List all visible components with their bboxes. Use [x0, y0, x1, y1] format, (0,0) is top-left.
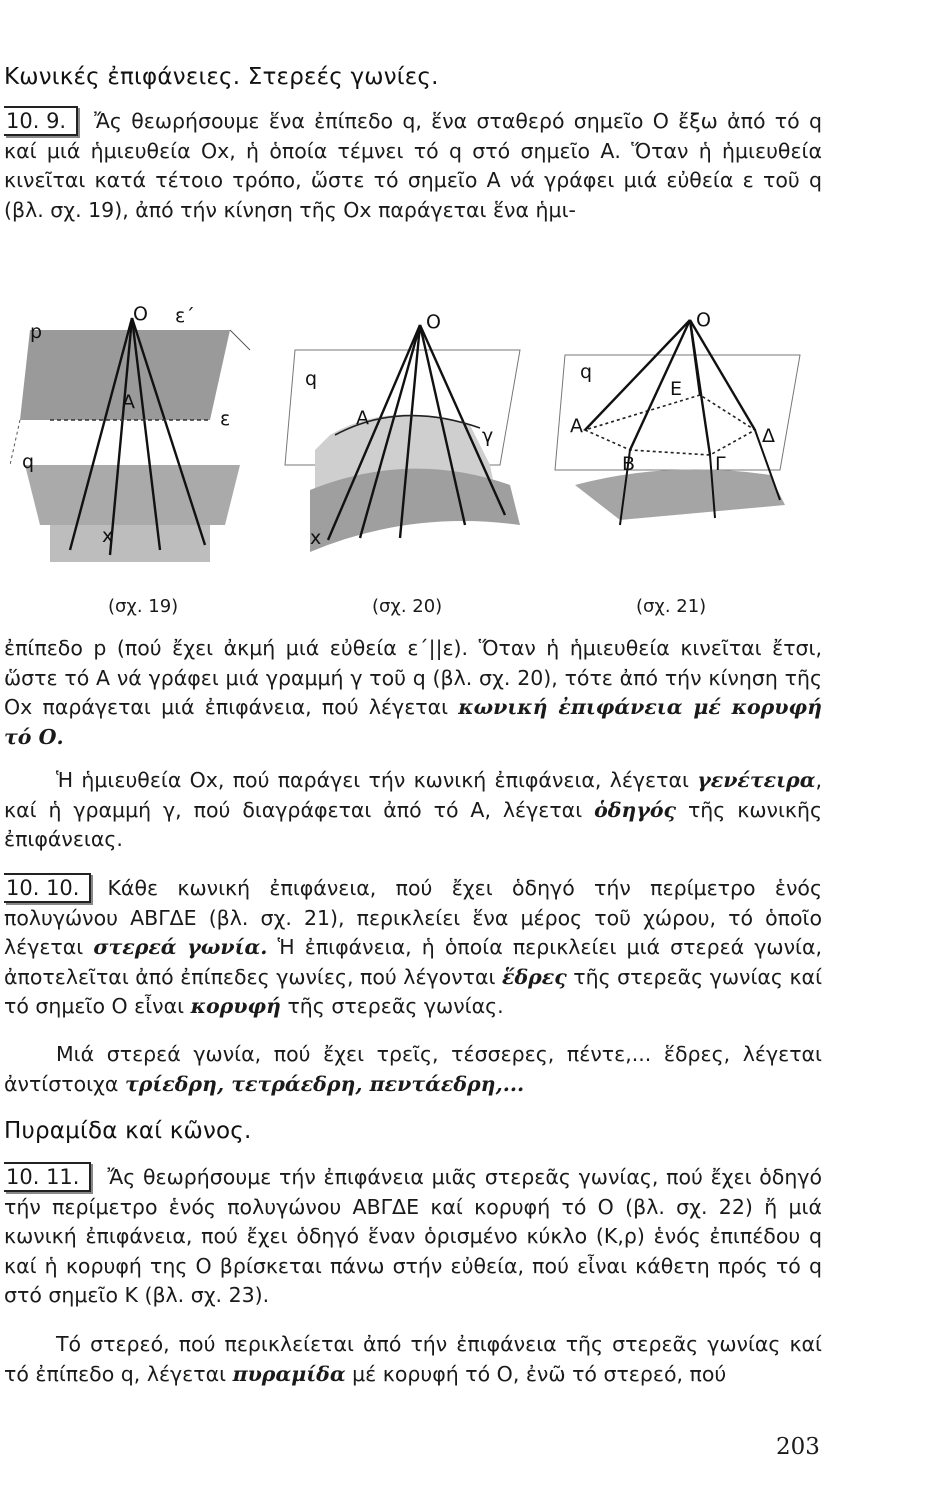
section-title-pyramid-cone: Πυραμίδα καί κῶνος. [4, 1118, 252, 1144]
paragraph-10-11-text: Ἄς θεωρήσουμε τήν ἐπιφάνεια μιᾶς στερεᾶς γωνίας, πού ἔχει ὁδηγό τήν περίμετρο ἑνός πολυγώνου ΑΒΓΔΕ καί κορυφή τό Ο (βλ. σχ. 22) ἤ μιά κωνική ἐπιφάνεια, πού ἔχει ὁδηγό ἕναν ὁρισμένο κύκλο (Κ,ρ) ἑνός ἐπιπέδου q καί ἡ κορυφή της Ο βρίσκεται πάνω στήν εὐθεία, πού εἶναι κάθετη πρός τό q στό σημεῖο Κ (βλ. σχ. 23). [4, 1165, 822, 1307]
continuation-text: ἐπίπεδο p (πού ἔχει ἀκμή μιά εὐθεία ε΄||ε). Ὅταν ἡ ἡμιευθεία κινεῖται ἔτσι, ὥστε τό Α νά γράφει μιά γραμμή γ τοῦ q (βλ. σχ. 20), τότε ἀπό τήν κίνηση τῆς Οx παράγεται μιά ἐπιφάνεια, πού λέγεται [4, 636, 822, 719]
fig21-label-A: Α [570, 415, 583, 437]
term-vertex: κορυφή [190, 994, 281, 1018]
fig21-label-G: Γ [715, 453, 726, 475]
section-number-10-11: 10. 11. [4, 1162, 91, 1192]
paragraph-10-11 [4, 1162, 822, 1311]
fig19-label-x: x [102, 525, 114, 547]
fig20-label-q: q [305, 368, 318, 390]
fig19-label-eprime: ε΄ [175, 305, 195, 327]
figures-19-20-21 [10, 300, 810, 600]
p4-text-1: Τό στερεό, πού περικλείεται ἀπό τήν ἐπιφάνεια τῆς στερεᾶς γωνίας καί τό ἐπίπεδο q, λέγεται [4, 1332, 822, 1386]
term-generatrix: γενέτειρα [697, 768, 816, 792]
fig19-label-A: Α [122, 391, 135, 413]
page-number: 203 [776, 1434, 820, 1460]
figure-19 [10, 303, 250, 562]
caption-fig-19: (σχ. 19) [108, 596, 179, 617]
s1010-text-4: τῆς στερεᾶς γωνίας. [280, 994, 504, 1018]
figure-21 [555, 309, 800, 525]
plane-q-strip [25, 465, 240, 525]
fig19-label-q: q [22, 451, 35, 473]
pyramid-lower-surface [575, 469, 785, 520]
s1010-text-2: Ἡ ἐπιφάνεια, ἡ ὁποία περικλείει μιά στερεά γωνία, ἀποτελεῖται ἀπό ἐπίπεδες γωνίες, πού λέγονται [4, 935, 822, 989]
term-solid-angle: στερεά γωνία. [93, 935, 268, 959]
paragraph-10-10 [4, 873, 822, 1022]
paragraph-trihedral [4, 1040, 822, 1099]
fig20-label-O: Ο [426, 311, 441, 333]
caption-fig-20: (σχ. 20) [372, 596, 443, 617]
section-number-10-9: 10. 9. [4, 106, 78, 136]
term-polyhedral: τρίεδρη, τετράεδρη, πεντάεδρη,... [124, 1071, 525, 1096]
s1010-text-3: τῆς στερεᾶς γωνίας καί τό σημεῖο Ο εἶναι [4, 964, 823, 1018]
p2-text-2: , καί ἡ γραμμή γ, πού διαγράφεται ἀπό τό Α, λέγεται [4, 768, 822, 822]
p3-text-1: Μιά στερεά γωνία, πού ἔχει τρεῖς, τέσσερες, πέντε,... ἕδρες, λέγεται ἀντίστοιχα [4, 1042, 822, 1096]
paragraph-10-9-text: Ἄς θεωρήσουμε ἕνα ἐπίπεδο q, ἕνα σταθερό σημεῖο Ο ἔξω ἀπό τό q καί μιά ἡμιευθεία Οx, ἡ ὁποία τέμνει τό q στό σημεῖο Α. Ὅταν ἡ ἡμιευθεία κινεῖται κατά τέτοιο τρόπο, ὥστε τό σημεῖο Α νά γράφει μιά εὐθεία ε τοῦ q (βλ. σχ. 19), ἀπό τήν κίνηση τῆς Οx παράγεται ἕνα ἡμι- [4, 109, 822, 222]
caption-fig-21: (σχ. 21) [636, 596, 707, 617]
section-title-conical: Κωνικές ἐπιφάνειες. Στερεές γωνίες. [4, 64, 439, 90]
fig20-label-gamma: γ [482, 425, 494, 447]
fig21-label-q: q [580, 361, 593, 383]
s1010-text-1: Κάθε κωνική ἐπιφάνεια, πού ἔχει ὁδηγό τήν περίμετρο ἑνός πολυγώνου ΑΒΓΔΕ (βλ. σχ. 21), περικλείει ἕνα μέρος τοῦ χώρου, τό ὁποῖο λέγεται [4, 876, 822, 959]
paragraph-generatrix [4, 766, 822, 855]
figure-20 [285, 311, 520, 552]
fig21-label-E: Ε [670, 378, 683, 400]
paragraph-10-9 [4, 106, 822, 225]
term-faces: ἕδρες [501, 964, 567, 989]
fig20-label-x: x [310, 527, 322, 549]
fig19-label-p: p [30, 321, 43, 343]
term-conical-surface: κωνική ἐπιφάνεια μέ κορυφή τό Ο. [4, 695, 822, 749]
p2-text-1: Ἡ ἡμιευθεία Οx, πού παράγει τήν κωνική ἐπιφάνεια, λέγεται [56, 768, 698, 792]
section-number-10-10: 10. 10. [4, 873, 91, 903]
p2-text-3: τῆς κωνικῆς ἐπιφάνειας. [4, 797, 822, 851]
fig21-label-B: Β [622, 453, 636, 475]
fig20-label-A: Α [356, 407, 369, 429]
term-pyramid: πυραμίδα [232, 1361, 346, 1386]
paragraph-pyramid [4, 1330, 822, 1389]
fig19-label-e: ε [220, 408, 231, 430]
paragraph-continuation [4, 634, 822, 752]
fig21-label-D: Δ [762, 425, 775, 447]
fig19-label-O: Ο [133, 303, 148, 325]
p4-text-2: μέ κορυφή τό Ο, ἐνῶ τό στερεό, πού [345, 1361, 727, 1386]
term-directrix: ὁδηγός [594, 797, 677, 822]
fig21-label-O: Ο [696, 309, 711, 331]
